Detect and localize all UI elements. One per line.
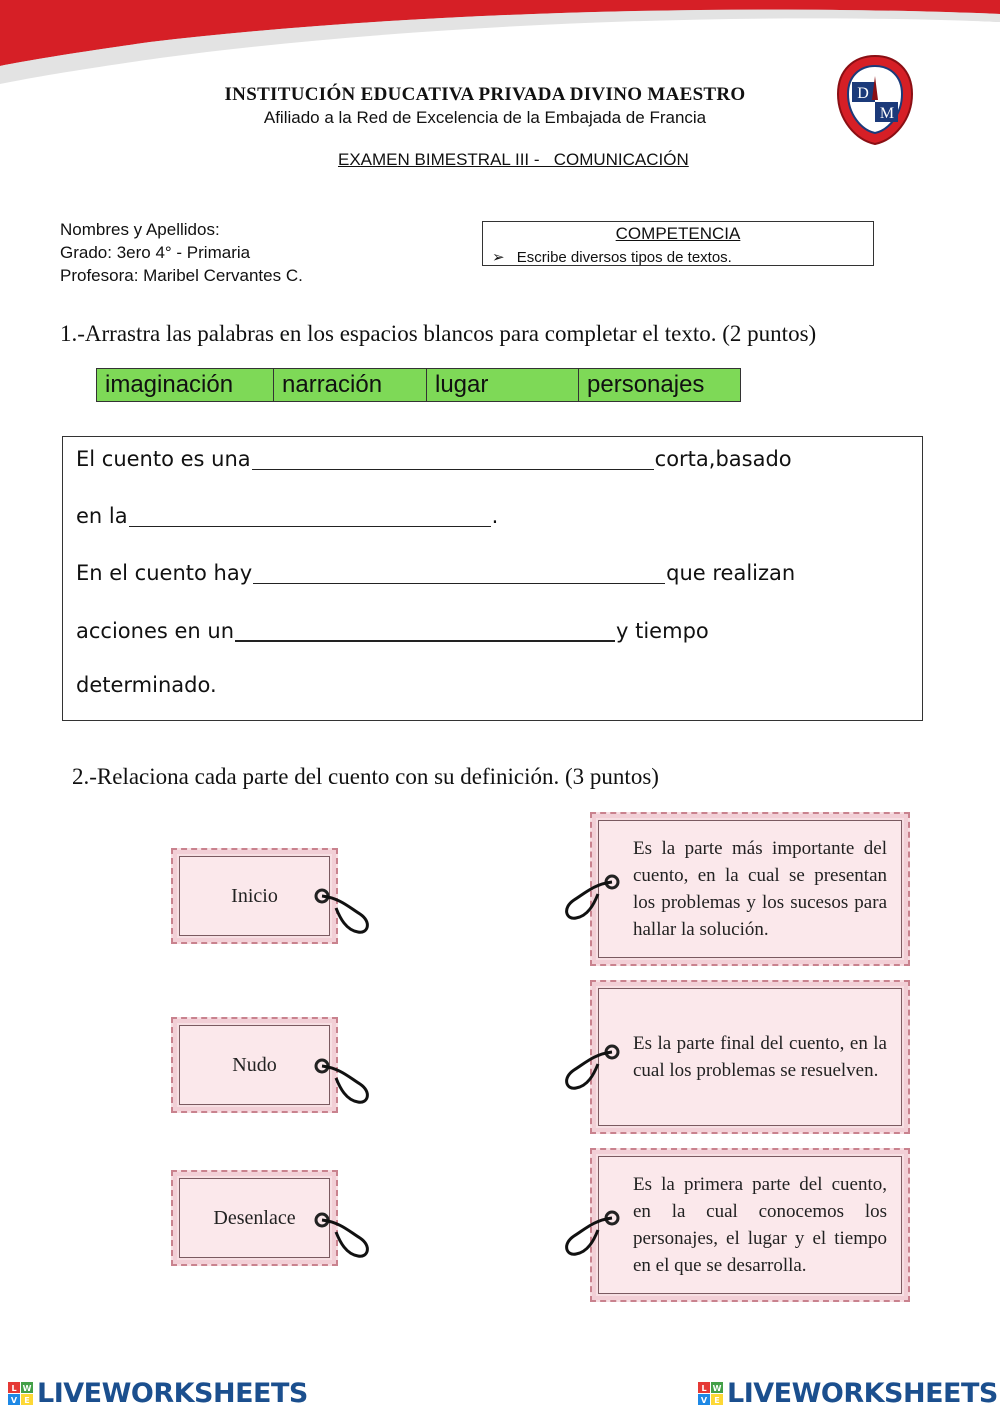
cloze-line-4 (76, 616, 709, 643)
teacher-label: Profesora: Maribel Cervantes C. (60, 266, 303, 285)
icon-letter: W (22, 1383, 32, 1393)
bullet-arrow-icon: ➢ (492, 249, 505, 266)
cloze-text: . (491, 504, 499, 528)
draggable-word[interactable]: lugar (427, 369, 579, 401)
cloze-text: y tiempo (616, 619, 709, 643)
draggable-word[interactable]: imaginación (97, 369, 274, 401)
definition-text: Es la primera parte del cuento, en la cual conocemos los personajes, el lugar y el tiempo en el que se desarrolla. (633, 1174, 887, 1276)
liveworksheets-icon (8, 1382, 34, 1406)
icon-letter: V (700, 1395, 708, 1405)
cloze-text: en la (76, 504, 128, 528)
tag-frame (598, 820, 902, 958)
icon-letter: V (10, 1395, 18, 1405)
tag-frame (598, 1156, 902, 1294)
question-2-title: 2.-Relaciona cada parte del cuento con su definición. (3 puntos) (72, 764, 659, 789)
cloze-text: determinado. (76, 673, 217, 697)
competence-item (492, 248, 732, 266)
question-1-title: 1.-Arrastra las palabras en los espacios blancos para completar el texto. (2 puntos) (60, 321, 817, 346)
cloze-text: En el cuento hay (76, 561, 253, 585)
definition-text: Es la parte final del cuento, en la cual los problemas se resuelven. (633, 1033, 887, 1081)
brand-text: LIVEWORKSHEETS (37, 1378, 308, 1409)
liveworksheets-logo-right[interactable] (698, 1378, 998, 1409)
svg-text:D: D (857, 85, 869, 102)
cloze-line-2 (76, 502, 498, 528)
cloze-line-3 (76, 559, 795, 585)
icon-letter: E (24, 1395, 30, 1405)
institution-affiliation: Afiliado a la Red de Excelencia de la Embajada de Francia (263, 108, 707, 127)
grade-label: Grado: 3ero 4° - Primaria (60, 243, 251, 262)
institution-name: INSTITUCIÓN EDUCATIVA PRIVADA DIVINO MAESTRO (224, 84, 746, 105)
drop-blank-1[interactable] (252, 445, 654, 470)
drop-blank-4[interactable] (235, 616, 615, 642)
tag-frame (179, 1178, 330, 1258)
cloze-line-5 (76, 673, 217, 697)
cloze-text: El cuento es una (76, 447, 251, 471)
definition-tag-3[interactable] (590, 1148, 910, 1302)
cloze-text: corta,basado (654, 447, 792, 471)
definition-tag-1[interactable] (590, 812, 910, 966)
cloze-text: acciones en un (76, 619, 235, 643)
tag-string-icon (310, 1206, 372, 1262)
tag-frame (179, 856, 330, 936)
svg-text:M: M (879, 105, 895, 122)
icon-letter: L (701, 1383, 707, 1393)
student-name-label: Nombres y Apellidos: (60, 220, 220, 239)
tag-string-icon (562, 868, 624, 924)
competence-item-text: Escribe diversos tipos de textos. (516, 249, 732, 266)
icon-letter: W (712, 1383, 722, 1393)
word-bank (96, 368, 741, 402)
draggable-word[interactable]: narración (274, 369, 427, 401)
tag-frame (179, 1025, 330, 1105)
liveworksheets-logo-left[interactable] (8, 1378, 308, 1409)
liveworksheets-icon (698, 1382, 724, 1406)
cloze-text-box (62, 436, 923, 721)
definition-text: Es la parte más importante del cuento, en la cual se presentan los problemas y los sucesos para hallar la solución. (633, 838, 887, 940)
exam-title: EXAMEN BIMESTRAL III - COMUNICACIÓN (338, 150, 689, 169)
brand-text: LIVEWORKSHEETS (727, 1378, 998, 1409)
icon-letter: E (714, 1395, 720, 1405)
part-label: Desenlace (213, 1206, 296, 1229)
cloze-text: que realizan (666, 561, 796, 585)
cloze-line-1 (76, 445, 792, 471)
icon-letter: L (11, 1383, 17, 1393)
drop-blank-2[interactable] (129, 502, 491, 527)
tag-string-icon (310, 1052, 372, 1108)
draggable-word[interactable]: personajes (587, 371, 705, 398)
student-info (60, 218, 303, 287)
competence-title: COMPETENCIA (615, 224, 741, 243)
tag-string-icon (310, 882, 372, 938)
tag-string-icon (562, 1204, 624, 1260)
drop-blank-3[interactable] (253, 559, 665, 584)
part-label: Inicio (231, 884, 278, 907)
school-seal-logo (836, 54, 914, 146)
definition-tag-2[interactable] (590, 980, 910, 1134)
part-label: Nudo (232, 1053, 277, 1076)
tag-frame (598, 988, 902, 1126)
tag-string-icon (562, 1038, 624, 1094)
competence-box (482, 221, 874, 266)
